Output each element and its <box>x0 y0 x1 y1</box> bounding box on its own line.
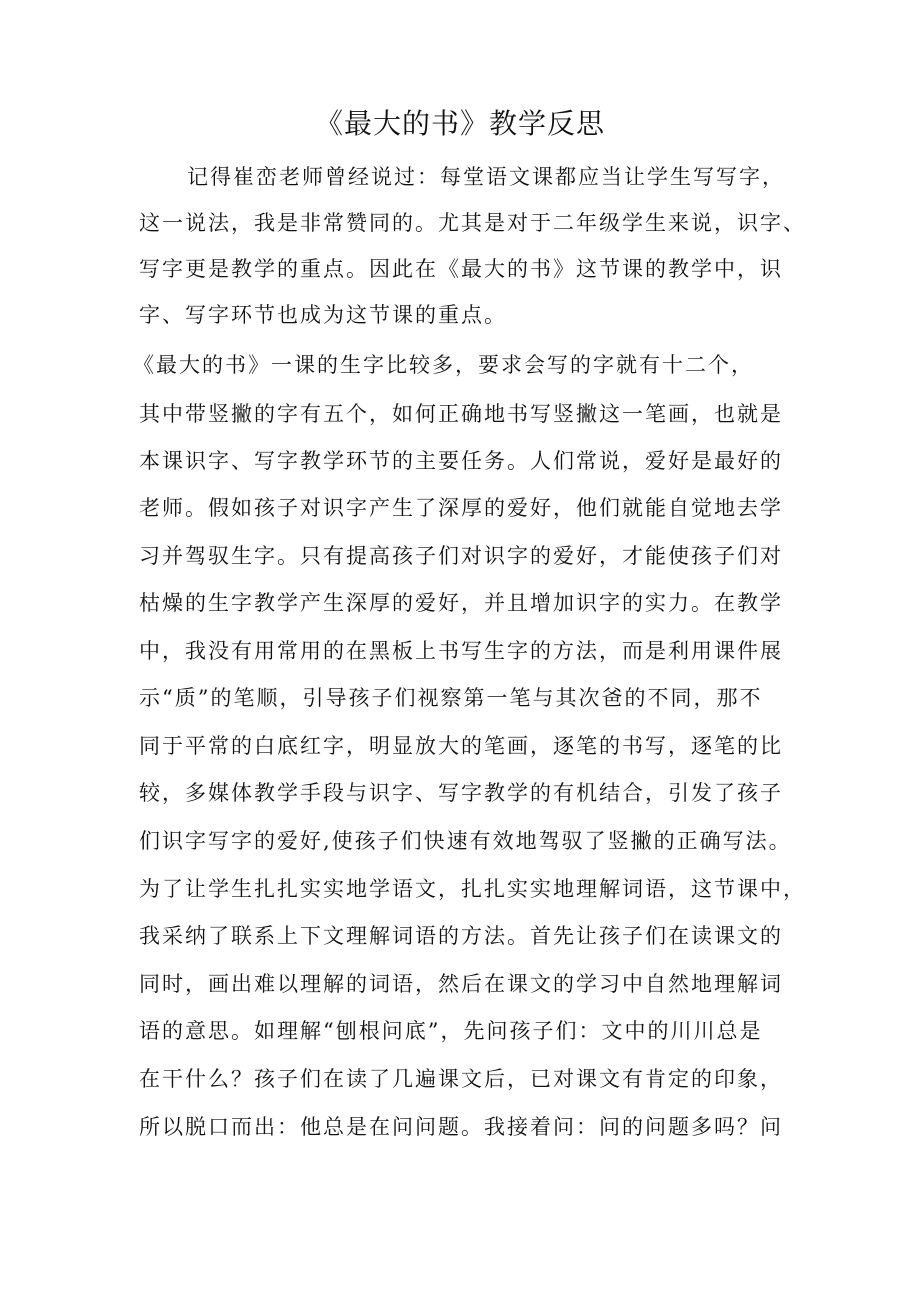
document-title: 《最大的书》教学反思 <box>314 107 605 140</box>
text-line: 语的意思。如理解“刨根问底”，先问孩子们：文中的川川总是 <box>139 1019 763 1043</box>
text-line: 这一说法，我是非常赞同的。尤其是对于二年级学生来说，识字、 <box>139 211 806 235</box>
text-line: 其中带竖撇的字有五个，如何正确地书写竖撇这一笔画，也就是 <box>139 402 783 426</box>
text-line: 们识字写字的爱好,使孩子们快速有效地驾驭了竖撇的正确写法。 <box>139 829 792 853</box>
text-line: 中，我没有用常用的在黑板上书写生字的方法，而是利用课件展 <box>139 639 783 663</box>
text-line: 记得崔峦老师曾经说过：每堂语文课都应当让学生写写字， <box>187 165 785 189</box>
text-line: 枯燥的生字教学产生深厚的爱好，并且增加识字的实力。在教学 <box>139 591 783 615</box>
text-line: 字、写字环节也成为这节课的重点。 <box>139 303 507 327</box>
text-line: 在干什么？孩子们在读了几遍课文后，已对课文有肯定的印象， <box>139 1067 783 1091</box>
text-line: 习并驾驭生字。只有提高孩子们对识字的爱好，才能使孩子们对 <box>139 544 783 568</box>
text-line: 同时，画出难以理解的词语，然后在课文的学习中自然地理解词 <box>139 972 783 996</box>
text-line: 所以脱口而出：他总是在问问题。我接着问：问的问题多吗？问 <box>139 1115 783 1139</box>
text-line: 较，多媒体教学手段与识字、写字教学的有机结合，引发了孩子 <box>139 781 783 805</box>
text-line: 示“质”的笔顺，引导孩子们视察第一笔与其次爸的不同，那不 <box>139 686 763 710</box>
text-line: 同于平常的白底红字，明显放大的笔画，逐笔的书写，逐笔的比 <box>139 734 783 758</box>
text-line: 我采纳了联系上下文理解词语的方法。首先让孩子们在读课文的 <box>139 924 783 948</box>
text-line: 为了让学生扎扎实实地学语文，扎扎实实地理解词语，这节课中， <box>139 877 806 901</box>
text-line: 《最大的书》一课的生字比较多，要求会写的字就有十二个， <box>133 353 754 377</box>
text-line: 老师。假如孩子对识字产生了深厚的爱好，他们就能自觉地去学 <box>139 496 783 520</box>
text-line: 写字更是教学的重点。因此在《最大的书》这节课的教学中，识 <box>139 257 783 281</box>
text-line: 本课识字、写字教学环节的主要任务。人们常说，爱好是最好的 <box>139 449 783 473</box>
